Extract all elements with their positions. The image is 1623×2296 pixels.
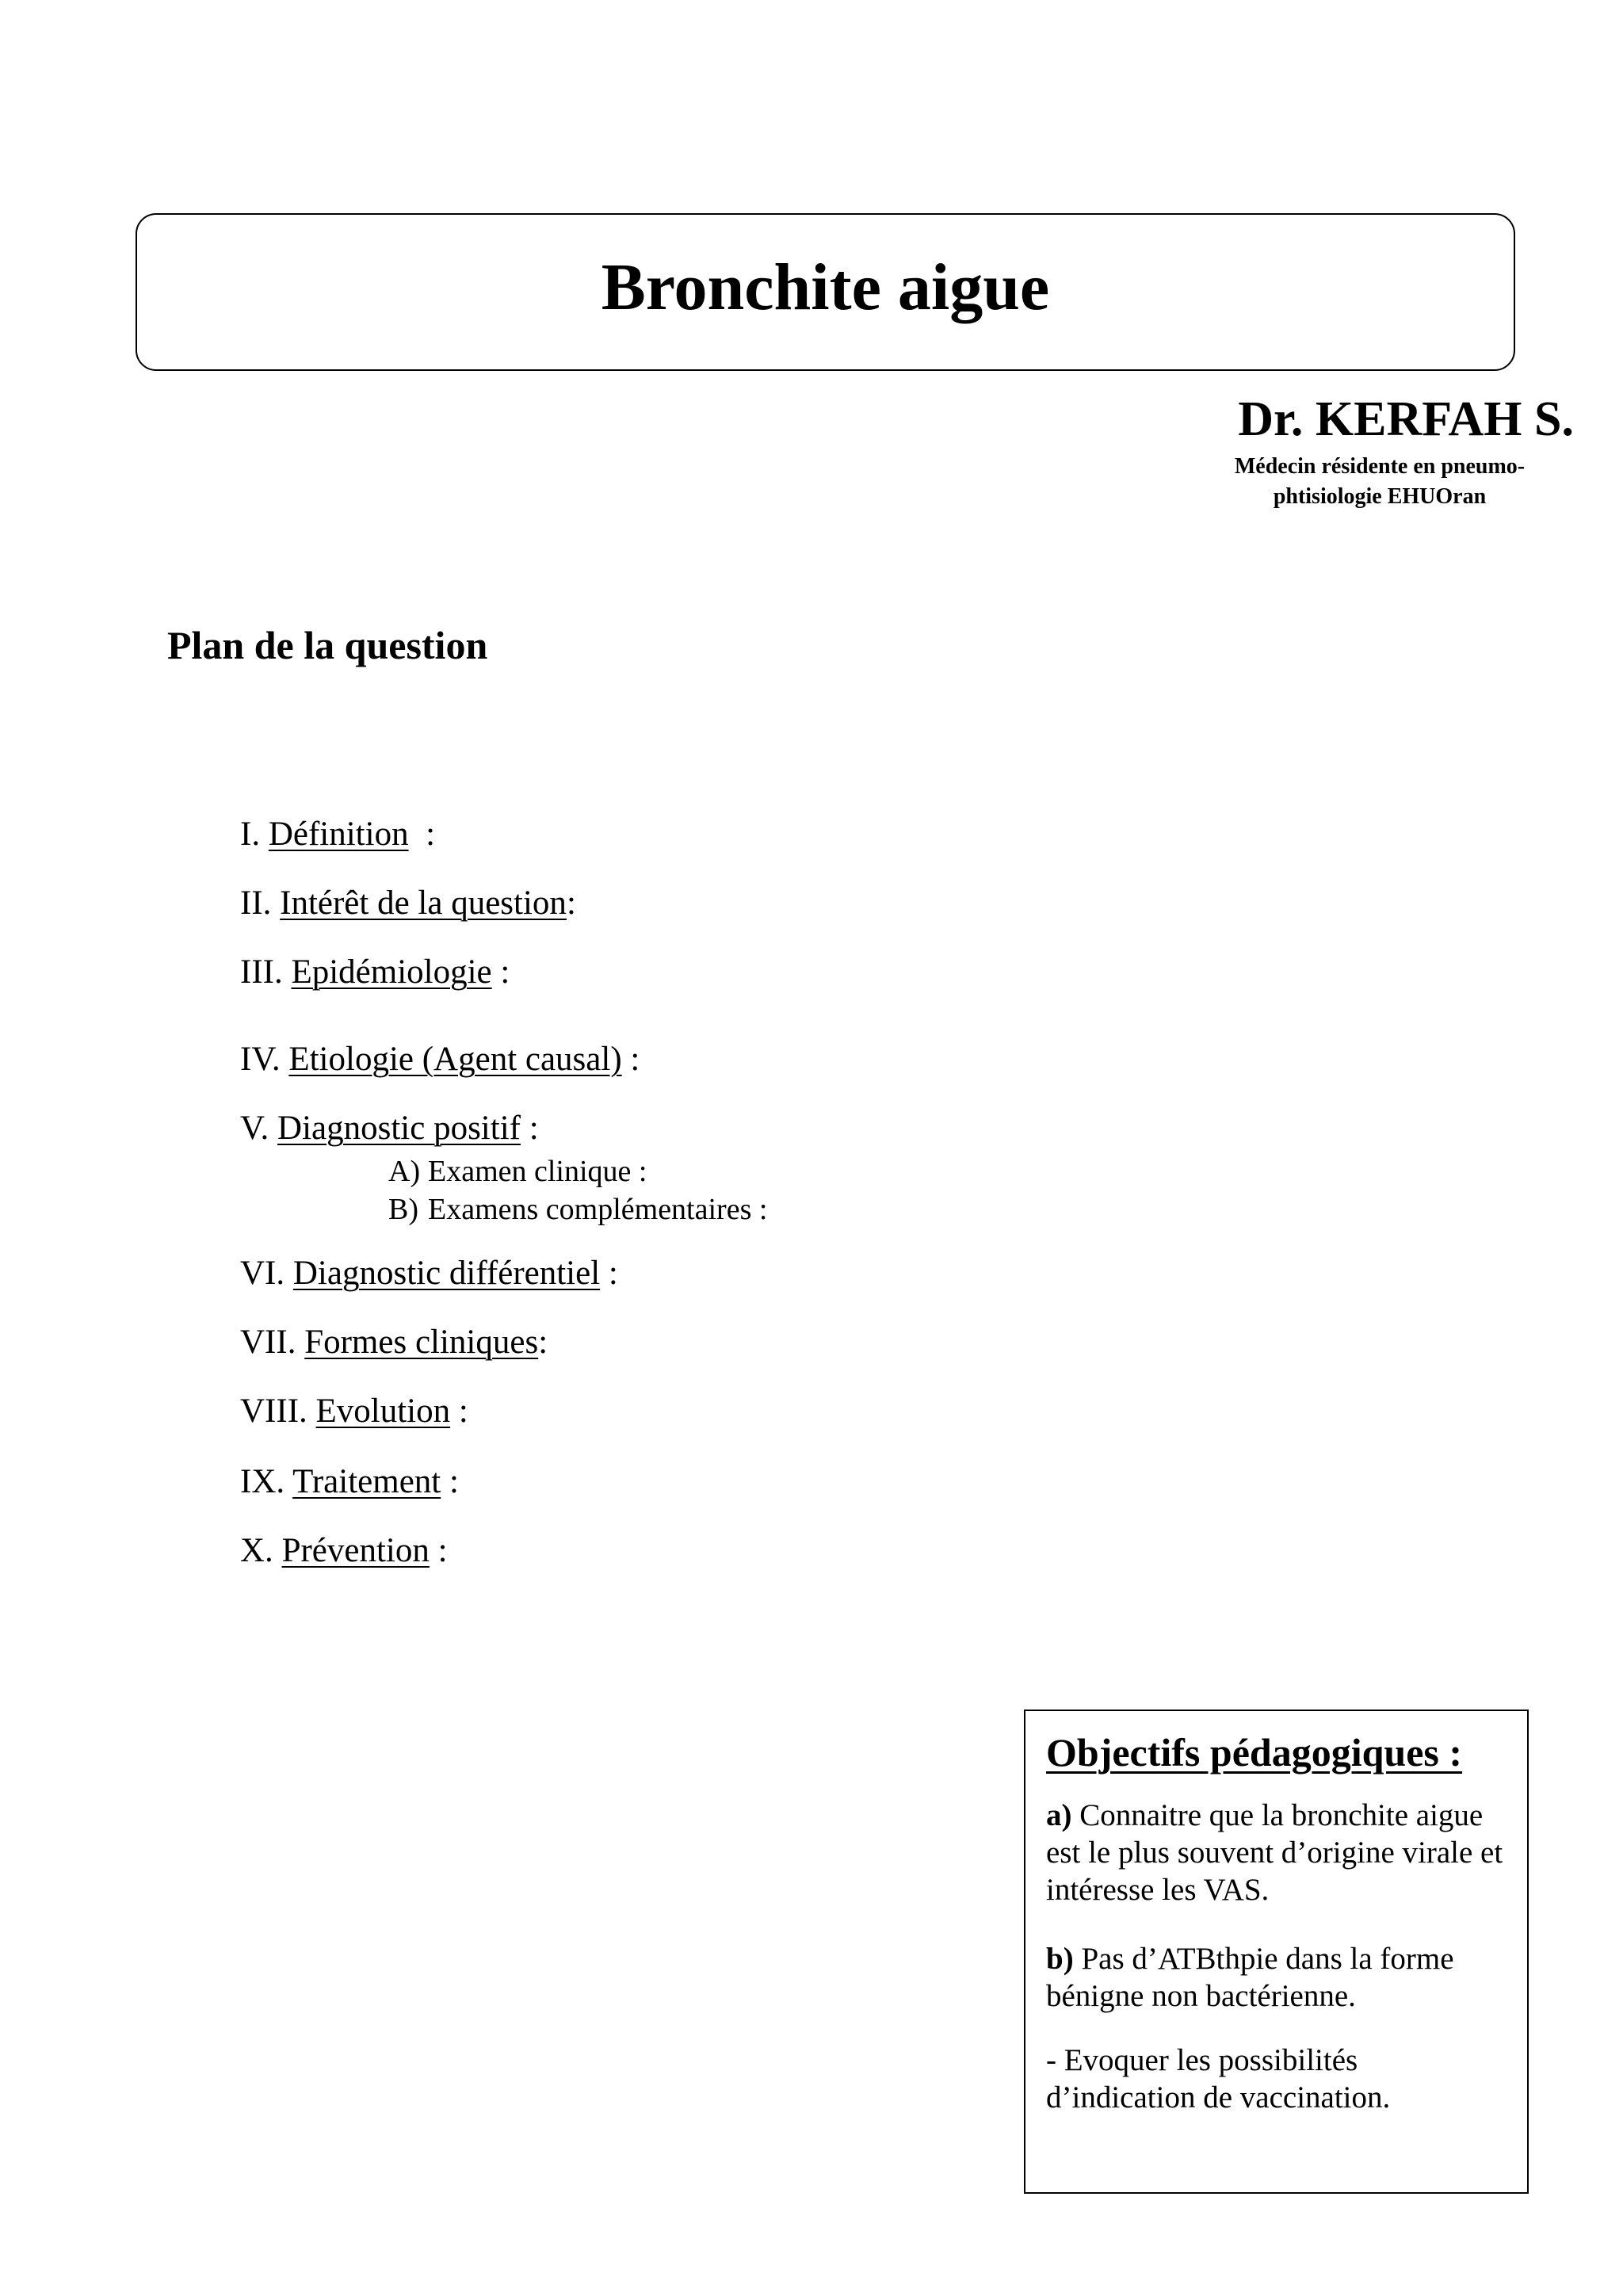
toc-label: Formes cliniques bbox=[304, 1324, 539, 1361]
toc-suffix: : bbox=[520, 1110, 539, 1147]
objective-a-marker: a) bbox=[1046, 1798, 1072, 1832]
toc-number: II. bbox=[240, 884, 272, 922]
toc-suffix: : bbox=[600, 1255, 618, 1292]
plan-heading: Plan de la question bbox=[167, 623, 488, 667]
toc-suffix: : bbox=[538, 1324, 548, 1361]
author-name: Dr. KERFAH S. bbox=[1238, 392, 1574, 446]
toc-number: IV. bbox=[240, 1041, 281, 1078]
toc-item-diagnostic-positif bbox=[240, 1111, 539, 1145]
toc-suffix: : bbox=[450, 1392, 468, 1430]
toc-item-epidemiologie bbox=[240, 955, 510, 989]
toc-suffix: : bbox=[566, 884, 576, 922]
toc-number: VII. bbox=[240, 1324, 296, 1361]
toc-sub-text: Examens complémentaires : bbox=[428, 1193, 768, 1226]
toc-label: Evolution bbox=[315, 1392, 451, 1430]
toc-item-prevention bbox=[240, 1534, 448, 1568]
toc-item-etiologie bbox=[240, 1042, 640, 1076]
toc-sub-letter: B) bbox=[388, 1193, 418, 1226]
toc-label: Diagnostic différentiel bbox=[292, 1255, 601, 1292]
toc-suffix: : bbox=[621, 1041, 640, 1078]
toc-item-traitement bbox=[240, 1465, 459, 1499]
toc-number: I. bbox=[240, 816, 261, 853]
objective-b-text: Pas d’ATBthpie dans la forme bénigne non bactérienne. bbox=[1046, 1942, 1454, 2013]
author-affiliation bbox=[1154, 452, 1606, 512]
affiliation-line-2: phtisiologie EHUOran bbox=[1273, 484, 1487, 509]
document-title: Bronchite aigue bbox=[601, 250, 1050, 324]
toc-suffix: : bbox=[408, 816, 436, 853]
toc-label: Diagnostic positif bbox=[277, 1110, 521, 1147]
objective-a-text: Connaitre que la bronchite aigue est le plus souvent d’origine virale et intéresse les VAS. bbox=[1046, 1798, 1503, 1907]
toc-suffix: : bbox=[429, 1532, 448, 1569]
toc-number: X. bbox=[240, 1532, 273, 1569]
objective-c: - Evoquer les possibilités d’indication de vaccination. bbox=[1046, 2043, 1391, 2115]
toc-label: Définition bbox=[268, 816, 409, 853]
objective-b bbox=[1046, 1940, 1507, 2015]
toc-subitem-examens-complementaires bbox=[388, 1194, 767, 1224]
toc-number: III. bbox=[240, 953, 283, 991]
toc-subitem-examen-clinique bbox=[388, 1156, 647, 1186]
toc-item-diagnostic-differentiel bbox=[240, 1256, 618, 1290]
toc-label: Prévention bbox=[281, 1532, 430, 1569]
toc-suffix: : bbox=[441, 1463, 459, 1500]
affiliation-line-1: Médecin résidente en pneumo- bbox=[1234, 454, 1526, 479]
objective-b-marker: b) bbox=[1046, 1942, 1074, 1976]
toc-suffix: : bbox=[491, 953, 510, 991]
toc-label: Epidémiologie bbox=[291, 953, 492, 991]
objectives-box bbox=[1024, 1710, 1529, 2194]
toc-number: V. bbox=[240, 1110, 269, 1147]
toc-item-definition bbox=[240, 817, 435, 851]
toc-number: IX. bbox=[240, 1463, 285, 1500]
objective-a bbox=[1046, 1797, 1507, 1908]
toc-sub-letter: A) bbox=[388, 1155, 421, 1188]
toc-label: Traitement bbox=[292, 1463, 441, 1500]
toc-item-formes-cliniques bbox=[240, 1325, 548, 1359]
toc-item-interet bbox=[240, 886, 576, 920]
title-box bbox=[136, 213, 1515, 371]
objectives-heading: Objectifs pédagogiques : bbox=[1046, 1730, 1462, 1775]
toc-label: Intérêt de la question bbox=[280, 884, 567, 922]
toc-sub-text: Examen clinique : bbox=[428, 1155, 647, 1188]
toc-label: Etiologie (Agent causal) bbox=[288, 1041, 622, 1078]
toc-item-evolution bbox=[240, 1394, 468, 1428]
toc-number: VI. bbox=[240, 1255, 285, 1292]
toc-number: VIII. bbox=[240, 1392, 307, 1430]
